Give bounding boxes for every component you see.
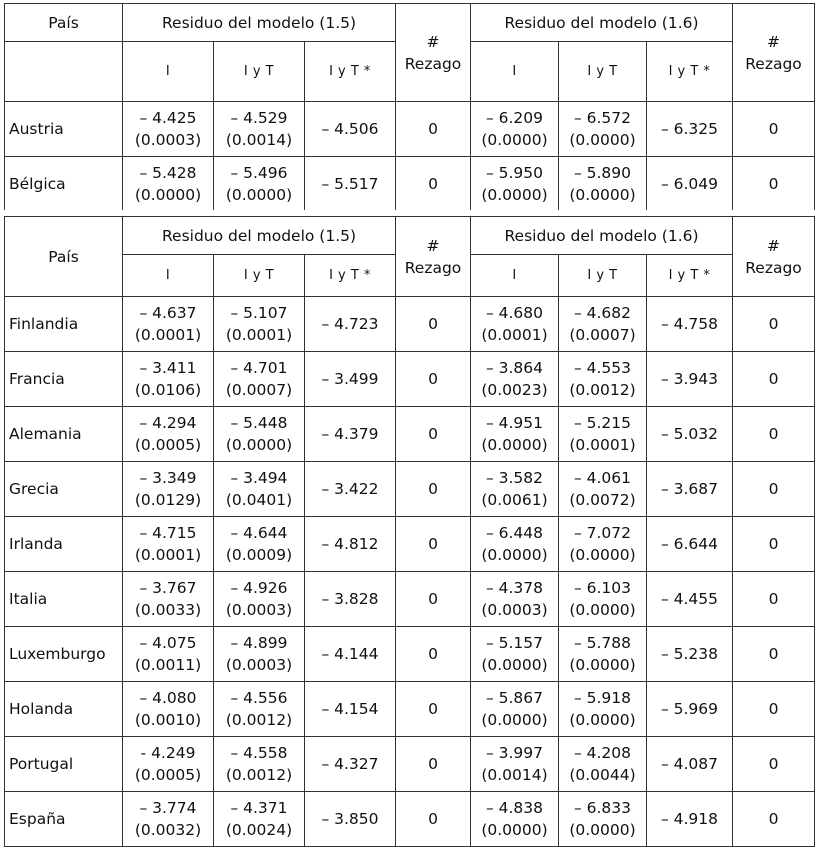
p-value: (0.0003) bbox=[225, 601, 293, 619]
m15-iyt-cell bbox=[214, 462, 305, 517]
subheader-iyt: I y T bbox=[559, 42, 647, 102]
m15-i-cell bbox=[123, 157, 214, 212]
stat-value: – 3.767 bbox=[139, 579, 197, 597]
m16-iyt-cell bbox=[559, 102, 647, 157]
m15-iyt-star-cell: – 5.517 bbox=[305, 157, 396, 212]
country-cell: Finlandia bbox=[5, 297, 123, 352]
p-value: (0.0032) bbox=[134, 821, 202, 839]
m16-iyt-cell bbox=[559, 517, 647, 572]
p-value: (0.0000) bbox=[569, 821, 636, 839]
m15-iyt-cell bbox=[214, 102, 305, 157]
p-value: (0.0000) bbox=[225, 436, 293, 454]
rezago-label: Rezago bbox=[404, 54, 462, 73]
m16-i-cell bbox=[471, 627, 559, 682]
stat-value: – 4.838 bbox=[485, 799, 544, 817]
p-value: (0.0003) bbox=[481, 601, 548, 619]
rezago-1-6-cell: 0 bbox=[733, 682, 815, 737]
stat-value: – 6.572 bbox=[573, 109, 632, 127]
country-cell: Austria bbox=[5, 102, 123, 157]
m15-iyt-star-cell: – 4.327 bbox=[305, 737, 396, 792]
m15-iyt-cell bbox=[214, 297, 305, 352]
m16-iyt-star-cell: – 5.969 bbox=[647, 682, 733, 737]
subheader-iyt-star: I y T * bbox=[647, 255, 733, 297]
table-row bbox=[5, 792, 815, 847]
p-value: (0.0007) bbox=[225, 381, 293, 399]
header-pais: País bbox=[5, 217, 123, 297]
m16-iyt-star-cell: – 6.325 bbox=[647, 102, 733, 157]
stat-value: – 4.701 bbox=[230, 359, 288, 377]
stat-value: – 5.496 bbox=[230, 164, 288, 182]
rezago-1-5-cell: 0 bbox=[396, 157, 471, 212]
m16-iyt-star-cell: – 5.032 bbox=[647, 407, 733, 462]
p-value: (0.0007) bbox=[569, 326, 636, 344]
m15-i-cell bbox=[123, 627, 214, 682]
m15-iyt-cell bbox=[214, 352, 305, 407]
stat-value: – 3.411 bbox=[139, 359, 197, 377]
p-value: (0.0001) bbox=[569, 436, 636, 454]
p-value: (0.0044) bbox=[569, 766, 636, 784]
m15-iyt-cell bbox=[214, 792, 305, 847]
p-value: (0.0010) bbox=[134, 711, 202, 729]
stat-value: – 3.997 bbox=[485, 744, 544, 762]
stat-value: – 4.208 bbox=[573, 744, 632, 762]
stat-value: – 4.553 bbox=[573, 359, 632, 377]
p-value: (0.0000) bbox=[481, 821, 548, 839]
results-table-top bbox=[4, 3, 815, 212]
stat-value: – 5.950 bbox=[485, 164, 544, 182]
stat-value: – 4.951 bbox=[485, 414, 544, 432]
subheader-iyt: I y T bbox=[214, 255, 305, 297]
rezago-1-5-cell: 0 bbox=[396, 462, 471, 517]
country-cell: Grecia bbox=[5, 462, 123, 517]
m16-i-cell bbox=[471, 792, 559, 847]
header-rezago-1-6 bbox=[733, 4, 815, 102]
rezago-1-6-cell: 0 bbox=[733, 462, 815, 517]
stat-value: – 4.061 bbox=[573, 469, 632, 487]
m15-i-cell bbox=[123, 682, 214, 737]
p-value: (0.0000) bbox=[569, 601, 636, 619]
m16-iyt-star-cell: – 5.238 bbox=[647, 627, 733, 682]
header-rezago-1-5 bbox=[396, 4, 471, 102]
stat-value: – 4.715 bbox=[139, 524, 197, 542]
subheader-iyt-star: I y T * bbox=[305, 255, 396, 297]
table-row bbox=[5, 682, 815, 737]
p-value: (0.0000) bbox=[569, 711, 636, 729]
rezago-1-6-cell: 0 bbox=[733, 627, 815, 682]
subheader-iyt-star: I y T * bbox=[647, 42, 733, 102]
stat-value: – 5.157 bbox=[485, 634, 544, 652]
stat-value: - 4.249 bbox=[140, 744, 196, 762]
stat-value: – 4.644 bbox=[230, 524, 288, 542]
stat-value: – 6.448 bbox=[485, 524, 544, 542]
rezago-label: Rezago bbox=[404, 258, 462, 277]
table-row bbox=[5, 102, 815, 157]
country-cell: Portugal bbox=[5, 737, 123, 792]
m15-iyt-star-cell: – 3.850 bbox=[305, 792, 396, 847]
m16-i-cell bbox=[471, 102, 559, 157]
m16-iyt-cell bbox=[559, 462, 647, 517]
p-value: (0.0000) bbox=[569, 186, 636, 204]
rezago-1-6-cell: 0 bbox=[733, 792, 815, 847]
stat-value: – 6.833 bbox=[573, 799, 632, 817]
m15-i-cell bbox=[123, 572, 214, 627]
table-row bbox=[5, 737, 815, 792]
m15-i-cell bbox=[123, 517, 214, 572]
rezago-1-5-cell: 0 bbox=[396, 627, 471, 682]
p-value: (0.0003) bbox=[134, 131, 202, 149]
stat-value: – 5.448 bbox=[230, 414, 288, 432]
m16-i-cell bbox=[471, 407, 559, 462]
stat-value: – 7.072 bbox=[573, 524, 632, 542]
m15-i-cell bbox=[123, 407, 214, 462]
header-model-1-5: Residuo del modelo (1.5) bbox=[123, 4, 396, 42]
p-value: (0.0001) bbox=[481, 326, 548, 344]
m15-iyt-star-cell: – 4.812 bbox=[305, 517, 396, 572]
rezago-1-5-cell: 0 bbox=[396, 572, 471, 627]
header-pais: País bbox=[5, 4, 123, 42]
p-value: (0.0000) bbox=[569, 656, 636, 674]
m16-i-cell bbox=[471, 462, 559, 517]
stat-value: – 4.378 bbox=[485, 579, 544, 597]
stat-value: – 5.890 bbox=[573, 164, 632, 182]
m16-i-cell bbox=[471, 297, 559, 352]
country-cell: Luxemburgo bbox=[5, 627, 123, 682]
m15-iyt-cell bbox=[214, 572, 305, 627]
rezago-1-5-cell: 0 bbox=[396, 792, 471, 847]
rezago-1-6-cell: 0 bbox=[733, 297, 815, 352]
m16-iyt-star-cell: – 4.758 bbox=[647, 297, 733, 352]
rezago-label: Rezago bbox=[745, 54, 802, 73]
stat-value: – 4.637 bbox=[139, 304, 197, 322]
stat-value: – 5.107 bbox=[230, 304, 288, 322]
subheader-i: I bbox=[471, 42, 559, 102]
p-value: (0.0072) bbox=[569, 491, 636, 509]
p-value: (0.0014) bbox=[481, 766, 548, 784]
m16-iyt-cell bbox=[559, 792, 647, 847]
p-value: (0.0001) bbox=[134, 546, 202, 564]
stat-value: – 5.428 bbox=[139, 164, 197, 182]
p-value: (0.0012) bbox=[569, 381, 636, 399]
rezago-label: Rezago bbox=[745, 258, 802, 277]
m16-iyt-star-cell: – 4.455 bbox=[647, 572, 733, 627]
p-value: (0.0000) bbox=[481, 656, 548, 674]
stat-value: – 4.682 bbox=[573, 304, 632, 322]
p-value: (0.0023) bbox=[481, 381, 548, 399]
country-cell: Irlanda bbox=[5, 517, 123, 572]
stat-value: – 5.788 bbox=[573, 634, 632, 652]
stat-value: – 5.867 bbox=[485, 689, 544, 707]
country-cell: Bélgica bbox=[5, 157, 123, 212]
header-rezago-1-5 bbox=[396, 217, 471, 297]
rezago-1-6-cell: 0 bbox=[733, 102, 815, 157]
m15-i-cell bbox=[123, 352, 214, 407]
m15-iyt-cell bbox=[214, 157, 305, 212]
stat-value: – 4.425 bbox=[139, 109, 197, 127]
m16-iyt-star-cell: – 4.918 bbox=[647, 792, 733, 847]
m15-iyt-cell bbox=[214, 517, 305, 572]
country-cell: España bbox=[5, 792, 123, 847]
p-value: (0.0000) bbox=[481, 546, 548, 564]
table-row bbox=[5, 157, 815, 212]
m16-iyt-star-cell: – 3.687 bbox=[647, 462, 733, 517]
table-row bbox=[5, 352, 815, 407]
rezago-1-5-cell: 0 bbox=[396, 737, 471, 792]
subheader-i: I bbox=[123, 255, 214, 297]
m16-iyt-star-cell: – 6.049 bbox=[647, 157, 733, 212]
stat-value: – 4.080 bbox=[139, 689, 197, 707]
p-value: (0.0000) bbox=[225, 186, 293, 204]
subheader-iyt-star: I y T * bbox=[305, 42, 396, 102]
rezago-1-6-cell: 0 bbox=[733, 572, 815, 627]
header-rezago-1-6 bbox=[733, 217, 815, 297]
p-value: (0.0000) bbox=[569, 131, 636, 149]
m15-i-cell bbox=[123, 792, 214, 847]
p-value: (0.0000) bbox=[569, 546, 636, 564]
header-model-1-6: Residuo del modelo (1.6) bbox=[471, 4, 733, 42]
p-value: (0.0011) bbox=[134, 656, 202, 674]
header-model-1-5: Residuo del modelo (1.5) bbox=[123, 217, 396, 255]
m15-i-cell bbox=[123, 297, 214, 352]
rezago-1-5-cell: 0 bbox=[396, 517, 471, 572]
m16-iyt-cell bbox=[559, 297, 647, 352]
m16-iyt-cell bbox=[559, 407, 647, 462]
rezago-1-6-cell: 0 bbox=[733, 157, 815, 212]
m16-iyt-star-cell: – 4.087 bbox=[647, 737, 733, 792]
m15-iyt-star-cell: – 4.723 bbox=[305, 297, 396, 352]
hash-symbol: # bbox=[767, 32, 780, 51]
stat-value: – 5.918 bbox=[573, 689, 632, 707]
m16-i-cell bbox=[471, 682, 559, 737]
p-value: (0.0003) bbox=[225, 656, 293, 674]
stat-value: – 4.558 bbox=[230, 744, 288, 762]
stat-value: – 4.556 bbox=[230, 689, 288, 707]
m16-iyt-cell bbox=[559, 352, 647, 407]
header-model-1-6: Residuo del modelo (1.6) bbox=[471, 217, 733, 255]
table-row bbox=[5, 462, 815, 517]
subheader-i: I bbox=[123, 42, 214, 102]
rezago-1-5-cell: 0 bbox=[396, 352, 471, 407]
p-value: (0.0000) bbox=[481, 186, 548, 204]
m15-iyt-star-cell: – 4.379 bbox=[305, 407, 396, 462]
p-value: (0.0000) bbox=[481, 711, 548, 729]
rezago-1-6-cell: 0 bbox=[733, 407, 815, 462]
stat-value: – 6.209 bbox=[485, 109, 544, 127]
p-value: (0.0000) bbox=[481, 436, 548, 454]
m15-i-cell bbox=[123, 102, 214, 157]
m16-iyt-cell bbox=[559, 572, 647, 627]
p-value: (0.0061) bbox=[481, 491, 548, 509]
results-table-bottom bbox=[4, 216, 815, 847]
p-value: (0.0009) bbox=[225, 546, 293, 564]
stat-value: – 3.864 bbox=[485, 359, 544, 377]
m16-iyt-cell bbox=[559, 737, 647, 792]
m16-i-cell bbox=[471, 737, 559, 792]
p-value: (0.0001) bbox=[225, 326, 293, 344]
table-row bbox=[5, 572, 815, 627]
p-value: (0.0014) bbox=[225, 131, 293, 149]
m15-iyt-star-cell: – 3.499 bbox=[305, 352, 396, 407]
m15-iyt-cell bbox=[214, 682, 305, 737]
header-empty-cell bbox=[5, 42, 123, 102]
table-row bbox=[5, 297, 815, 352]
m16-i-cell bbox=[471, 157, 559, 212]
stat-value: – 3.582 bbox=[485, 469, 544, 487]
rezago-1-5-cell: 0 bbox=[396, 297, 471, 352]
stat-value: – 3.774 bbox=[139, 799, 197, 817]
subheader-iyt: I y T bbox=[214, 42, 305, 102]
stat-value: – 4.926 bbox=[230, 579, 288, 597]
stat-value: – 4.899 bbox=[230, 634, 288, 652]
table-row bbox=[5, 627, 815, 682]
m16-iyt-cell bbox=[559, 627, 647, 682]
m15-iyt-star-cell: – 3.422 bbox=[305, 462, 396, 517]
p-value: (0.0012) bbox=[225, 711, 293, 729]
stat-value: – 3.494 bbox=[230, 469, 288, 487]
m15-iyt-star-cell: – 3.828 bbox=[305, 572, 396, 627]
rezago-1-5-cell: 0 bbox=[396, 407, 471, 462]
p-value: (0.0000) bbox=[134, 186, 202, 204]
rezago-1-5-cell: 0 bbox=[396, 102, 471, 157]
hash-symbol: # bbox=[767, 236, 780, 255]
p-value: (0.0005) bbox=[134, 436, 202, 454]
stat-value: – 4.075 bbox=[139, 634, 197, 652]
table-top-body bbox=[5, 102, 815, 212]
p-value: (0.0401) bbox=[225, 491, 293, 509]
m15-iyt-star-cell: – 4.506 bbox=[305, 102, 396, 157]
rezago-1-6-cell: 0 bbox=[733, 517, 815, 572]
p-value: (0.0033) bbox=[134, 601, 202, 619]
stat-value: – 4.680 bbox=[485, 304, 544, 322]
country-cell: Italia bbox=[5, 572, 123, 627]
stat-value: – 4.294 bbox=[139, 414, 197, 432]
m16-iyt-star-cell: – 3.943 bbox=[647, 352, 733, 407]
rezago-1-5-cell: 0 bbox=[396, 682, 471, 737]
stat-value: – 4.371 bbox=[230, 799, 288, 817]
m15-iyt-cell bbox=[214, 737, 305, 792]
country-cell: Holanda bbox=[5, 682, 123, 737]
p-value: (0.0012) bbox=[225, 766, 293, 784]
stat-value: – 4.529 bbox=[230, 109, 288, 127]
table-row bbox=[5, 517, 815, 572]
hash-symbol: # bbox=[426, 32, 440, 51]
stat-value: – 6.103 bbox=[573, 579, 632, 597]
m15-iyt-cell bbox=[214, 407, 305, 462]
m16-iyt-cell bbox=[559, 157, 647, 212]
m15-iyt-cell bbox=[214, 627, 305, 682]
p-value: (0.0000) bbox=[481, 131, 548, 149]
m15-iyt-star-cell: – 4.144 bbox=[305, 627, 396, 682]
m15-iyt-star-cell: – 4.154 bbox=[305, 682, 396, 737]
table-row bbox=[5, 407, 815, 462]
country-cell: Francia bbox=[5, 352, 123, 407]
rezago-1-6-cell: 0 bbox=[733, 737, 815, 792]
p-value: (0.0005) bbox=[134, 766, 202, 784]
m16-iyt-star-cell: – 6.644 bbox=[647, 517, 733, 572]
rezago-1-6-cell: 0 bbox=[733, 352, 815, 407]
table-bottom-body bbox=[5, 297, 815, 847]
m16-i-cell bbox=[471, 572, 559, 627]
m16-i-cell bbox=[471, 517, 559, 572]
subheader-iyt: I y T bbox=[559, 255, 647, 297]
m16-iyt-cell bbox=[559, 682, 647, 737]
subheader-i: I bbox=[471, 255, 559, 297]
country-cell: Alemania bbox=[5, 407, 123, 462]
p-value: (0.0001) bbox=[134, 326, 202, 344]
m15-i-cell bbox=[123, 462, 214, 517]
p-value: (0.0024) bbox=[225, 821, 293, 839]
stat-value: – 3.349 bbox=[139, 469, 197, 487]
stat-value: – 5.215 bbox=[573, 414, 632, 432]
m15-i-cell bbox=[123, 737, 214, 792]
p-value: (0.0106) bbox=[134, 381, 202, 399]
hash-symbol: # bbox=[426, 236, 440, 255]
p-value: (0.0129) bbox=[134, 491, 202, 509]
m16-i-cell bbox=[471, 352, 559, 407]
